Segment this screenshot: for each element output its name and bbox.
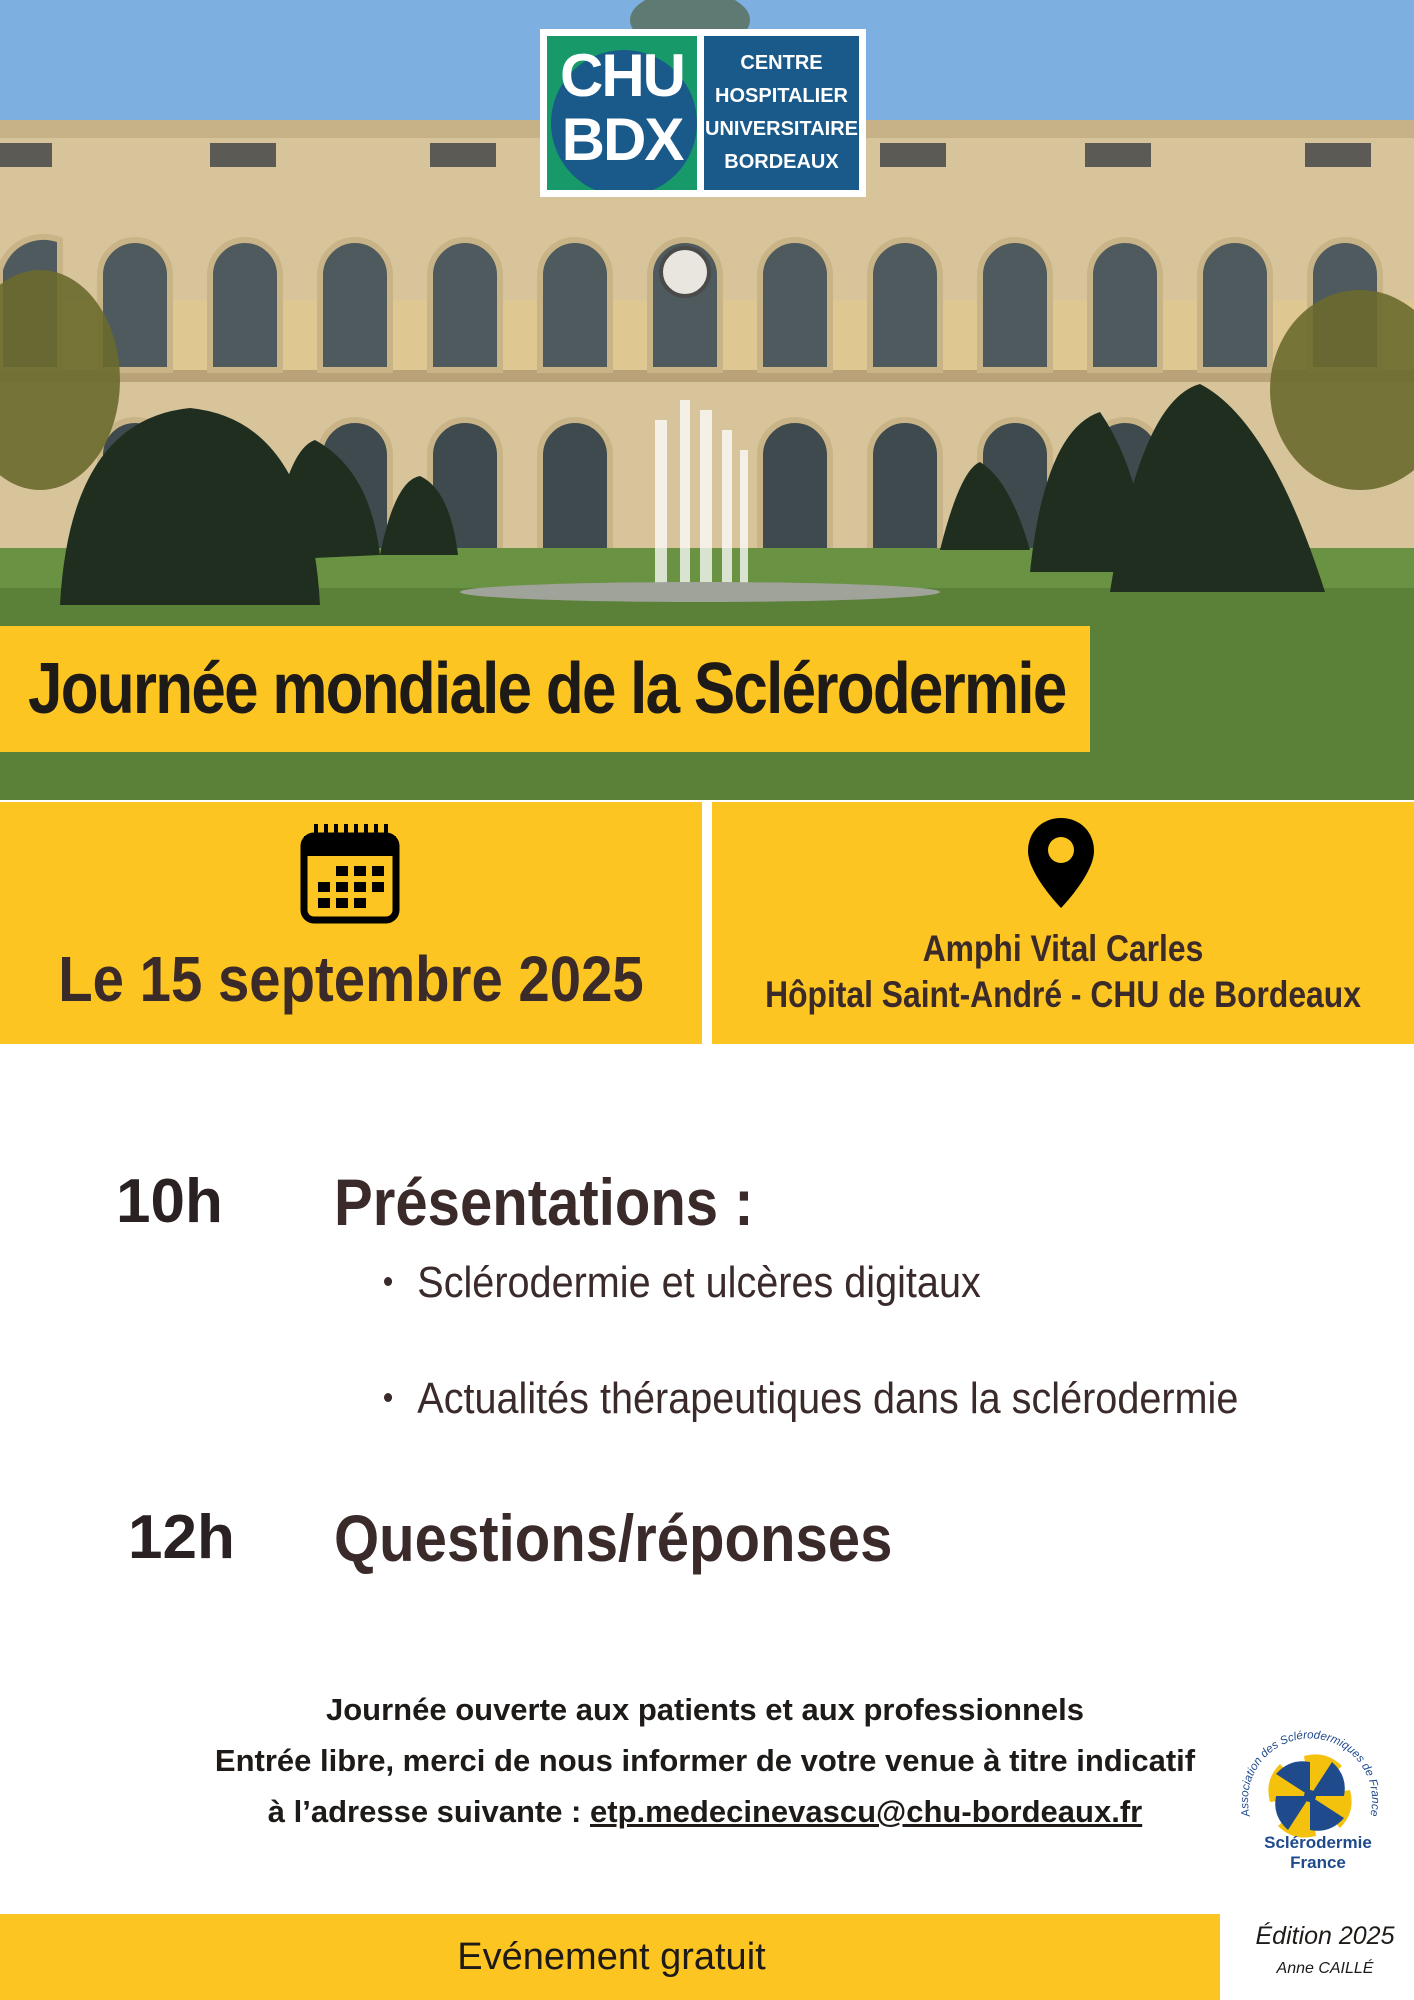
program-item	[384, 1374, 1238, 1424]
edition-label: Édition 2025	[1255, 1922, 1395, 1950]
page-title: Journée mondiale de la Sclérodermie	[28, 649, 1066, 729]
association-name	[1238, 1833, 1398, 1873]
association-name-line-2: France	[1290, 1853, 1346, 1872]
chu-bordeaux-logo	[540, 29, 866, 197]
bottom-banner	[0, 1914, 1220, 2000]
date-panel	[0, 802, 702, 1044]
logo-line: CENTRE	[740, 52, 823, 74]
map-pin-icon	[1026, 816, 1096, 910]
footer-line-3-prefix: à l’adresse suivante :	[267, 1794, 590, 1829]
footer-info	[140, 1684, 1270, 1837]
venue-line-1: Amphi Vital Carles	[922, 928, 1204, 969]
author-credit: Anne CAILLÉ	[1276, 1960, 1374, 1977]
program-time-2: 12h	[128, 1503, 235, 1572]
chu-logo-mark	[547, 36, 697, 190]
chu-logo-wordmark	[704, 36, 859, 190]
contact-email-link[interactable]: etp.medecinevascu@chu-bordeaux.fr	[590, 1794, 1143, 1829]
program-item	[384, 1258, 981, 1308]
venue-line-2: Hôpital Saint-André - CHU de Bordeaux	[765, 974, 1361, 1015]
association-name-line-1: Sclérodermie	[1264, 1833, 1372, 1852]
footer-line-1: Journée ouverte aux patients et aux professionnels	[325, 1692, 1084, 1727]
title-banner	[0, 626, 1090, 752]
event-date: Le 15 septembre 2025	[58, 943, 644, 1015]
venue-panel	[712, 802, 1414, 1044]
association-ring-text: Association des Sclérodermiques de France	[1238, 1729, 1382, 1818]
program-time-1: 10h	[116, 1167, 223, 1236]
logo-line: UNIVERSITAIRE	[705, 118, 858, 140]
logo-line: HOSPITALIER	[715, 85, 848, 107]
logo-line: BORDEAUX	[724, 151, 839, 173]
footer-line-3	[140, 1786, 1270, 1837]
hero-photo	[0, 0, 1414, 800]
program-title-1: Présentations :	[334, 1165, 754, 1239]
event-venue	[761, 926, 1365, 1018]
footer-line-2: Entrée libre, merci de nous informer de votre venue à titre indicatif	[214, 1743, 1196, 1778]
calendar-icon	[300, 822, 400, 924]
chu-logo-text: CHU BDX	[560, 42, 684, 173]
bullet-dot	[384, 1393, 392, 1402]
program-item-text: Actualités thérapeutiques dans la sclérodermie	[417, 1374, 1239, 1423]
free-event-label: Evénement gratuit	[457, 1935, 766, 1978]
program-title-2: Questions/réponses	[334, 1501, 893, 1575]
bullet-dot	[384, 1277, 392, 1286]
program-item-text: Sclérodermie et ulcères digitaux	[417, 1258, 981, 1307]
